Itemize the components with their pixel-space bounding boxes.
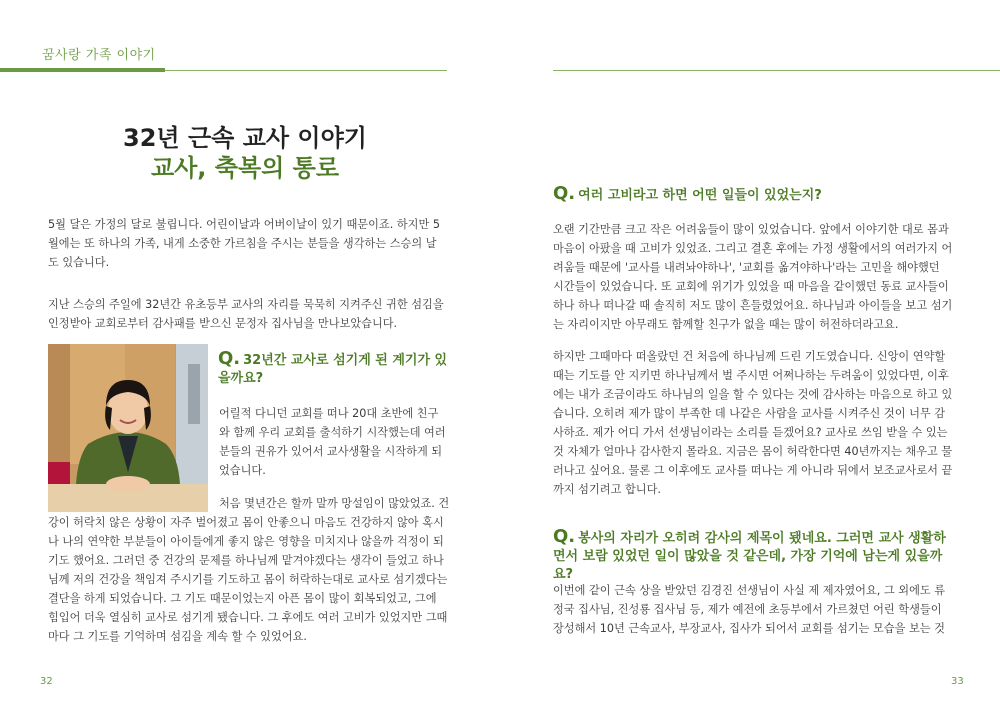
question-2-text: 여러 고비라고 하면 어떤 일들이 있었는지? [578,188,822,203]
question-2 [553,185,953,205]
answer-2-paragraph-2: 하지만 그때마다 떠올랐던 건 처음에 하나님께 드린 기도였습니다. 신앙이 연약할 때는 기도를 안 지키면 하나님께서 벌 주시면 어쩌나하는 두려움이 있었다면, 이후에는 내가 조금이라도 하나님의 일을 할 수 있다는 것에 감사하는 마음으로 하고 있습니다. 오히려 제가 많이 부족한 데 나같은 사람을 교사를 시켜주신 것이 너무 감사하죠. 제가 어디 가서 선생님이라는 소리를 듣겠어요? 교사로 쓰임 받을 수 있는 것 자체가 얼마나 감사한지 몰라요. 지금은 몸이 허락한다면 40년까지는 채우고 물러나고 싶어요. 물론 그 이후에도 교사를 떠나는 게 아니라 뒤에서 보조교사로서 끝까지 섬기려고 합니다. [553,350,953,496]
header-rule-right [553,70,1000,71]
answer-1-paragraph-2: 강이 허락치 않은 상황이 자주 벌어졌고 몸이 안좋으니 마음도 건강하지 않아 혹시나 나의 연약한 부분들이 아이들에게 좋지 않은 영향을 미치지나 않을까 걱정이 되기도 했어요. 그러던 중 건강의 문제를 하나님께 맡겨야겠다는 생각이 들었고 하나님께 저의 건강을 책임져 주시기를 기도하고 몸이 허락하는대로 교사로 섬기겠다는 결단을 하게 되었습니다. 그 기도 때문이었는지 아픈 몸이 많이 회복되었고, 그에 힘입어 더욱 열심히 교사로 섬기게 됐습니다. 그 후에도 여러 고비가 있었지만 그때마다 그 기도를 기억하며 섬김을 계속 할 수 있었어요. [48,516,448,643]
answer-1-paragraph-1: 어릴적 다니던 교회를 떠나 20대 초반에 친구와 함께 우리 교회를 출석하기 시작했는데 여러 분들의 권유가 있어서 교사생활을 시작하게 되었습니다. [219,407,446,477]
page-number-left: 32 [40,676,53,687]
answer-3-paragraph-1: 이번에 같이 근속 상을 받았던 김경진 선생님이 사실 제 제자였어요, 그 외에도 류정국 집사님, 진성룡 집사님 등, 제가 예전에 초등부에서 가르쳤던 어린 학생들이 장성해서 10년 근속교사, 부장교사, 집사가 되어서 교회를 섬기는 모습을 보는 것 [553,584,946,635]
header-rule-accent [0,68,165,72]
question-1 [218,350,448,388]
article-title: 32년 근속 교사 이야기 [123,124,367,152]
page-number-right: 33 [951,676,964,687]
question-3-text: 봉사의 자리가 오히려 감사의 제목이 됐네요. 그러면 교사 생활하면서 보람 있었던 일이 많았을 것 같은데, 가장 기억에 남는게 있을까요? [553,531,946,582]
question-3 [553,528,953,584]
question-1-text: 32년간 교사로 섬기게 된 계기가 있을까요? [218,353,448,386]
q-mark: Q. [553,526,576,547]
intro-paragraph-2: 지난 스승의 주일에 32년간 유초등부 교사의 자리를 묵묵히 지켜주신 귀한 섬김을 인정받아 교회로부터 감사패를 받으신 문정자 집사님을 만나보았습니다. [48,298,444,330]
section-label: 꿈사랑 가족 이야기 [42,48,156,63]
intro-paragraph-1: 5월 달은 가정의 달로 불립니다. 어린이날과 어버이날이 있기 때문이죠. 하지만 5월에는 또 하나의 가족, 내게 소중한 가르침을 주시는 분들을 생각하는 스승의 날도 있습니다. [48,218,440,269]
q-mark: Q. [553,183,576,204]
answer-2-paragraph-1: 오랜 기간만큼 크고 작은 어려움들이 많이 있었습니다. 앞에서 이야기한 대로 몸과 마음이 아팠을 때 고비가 있었죠. 그리고 결혼 후에는 가정 생활에서의 여러가지 어려움들 때문에 '교사를 내려놔야하나', '교회를 옮겨야하나'라는 고민을 해야했던 시간들이 있었습니다. 또 교회에 위기가 있었을 때 마음을 같이했던 동료 교사들이 하나 하나 떠나갈 때 솔직히 저도 많이 흔들렸었어요. 하나님과 아이들을 보고 섬기는 자리이지만 아무래도 함께할 친구가 없을 때는 많이 허전하더라고요. [553,223,953,331]
portrait-illustration [48,344,208,512]
interviewee-photo [48,344,208,512]
article-subtitle: 교사, 축복의 통로 [150,154,340,182]
answer-1-paragraph-2-start: 처음 몇년간은 할까 말까 망설임이 많았었죠. 건 [219,497,450,510]
q-mark: Q. [218,348,241,369]
